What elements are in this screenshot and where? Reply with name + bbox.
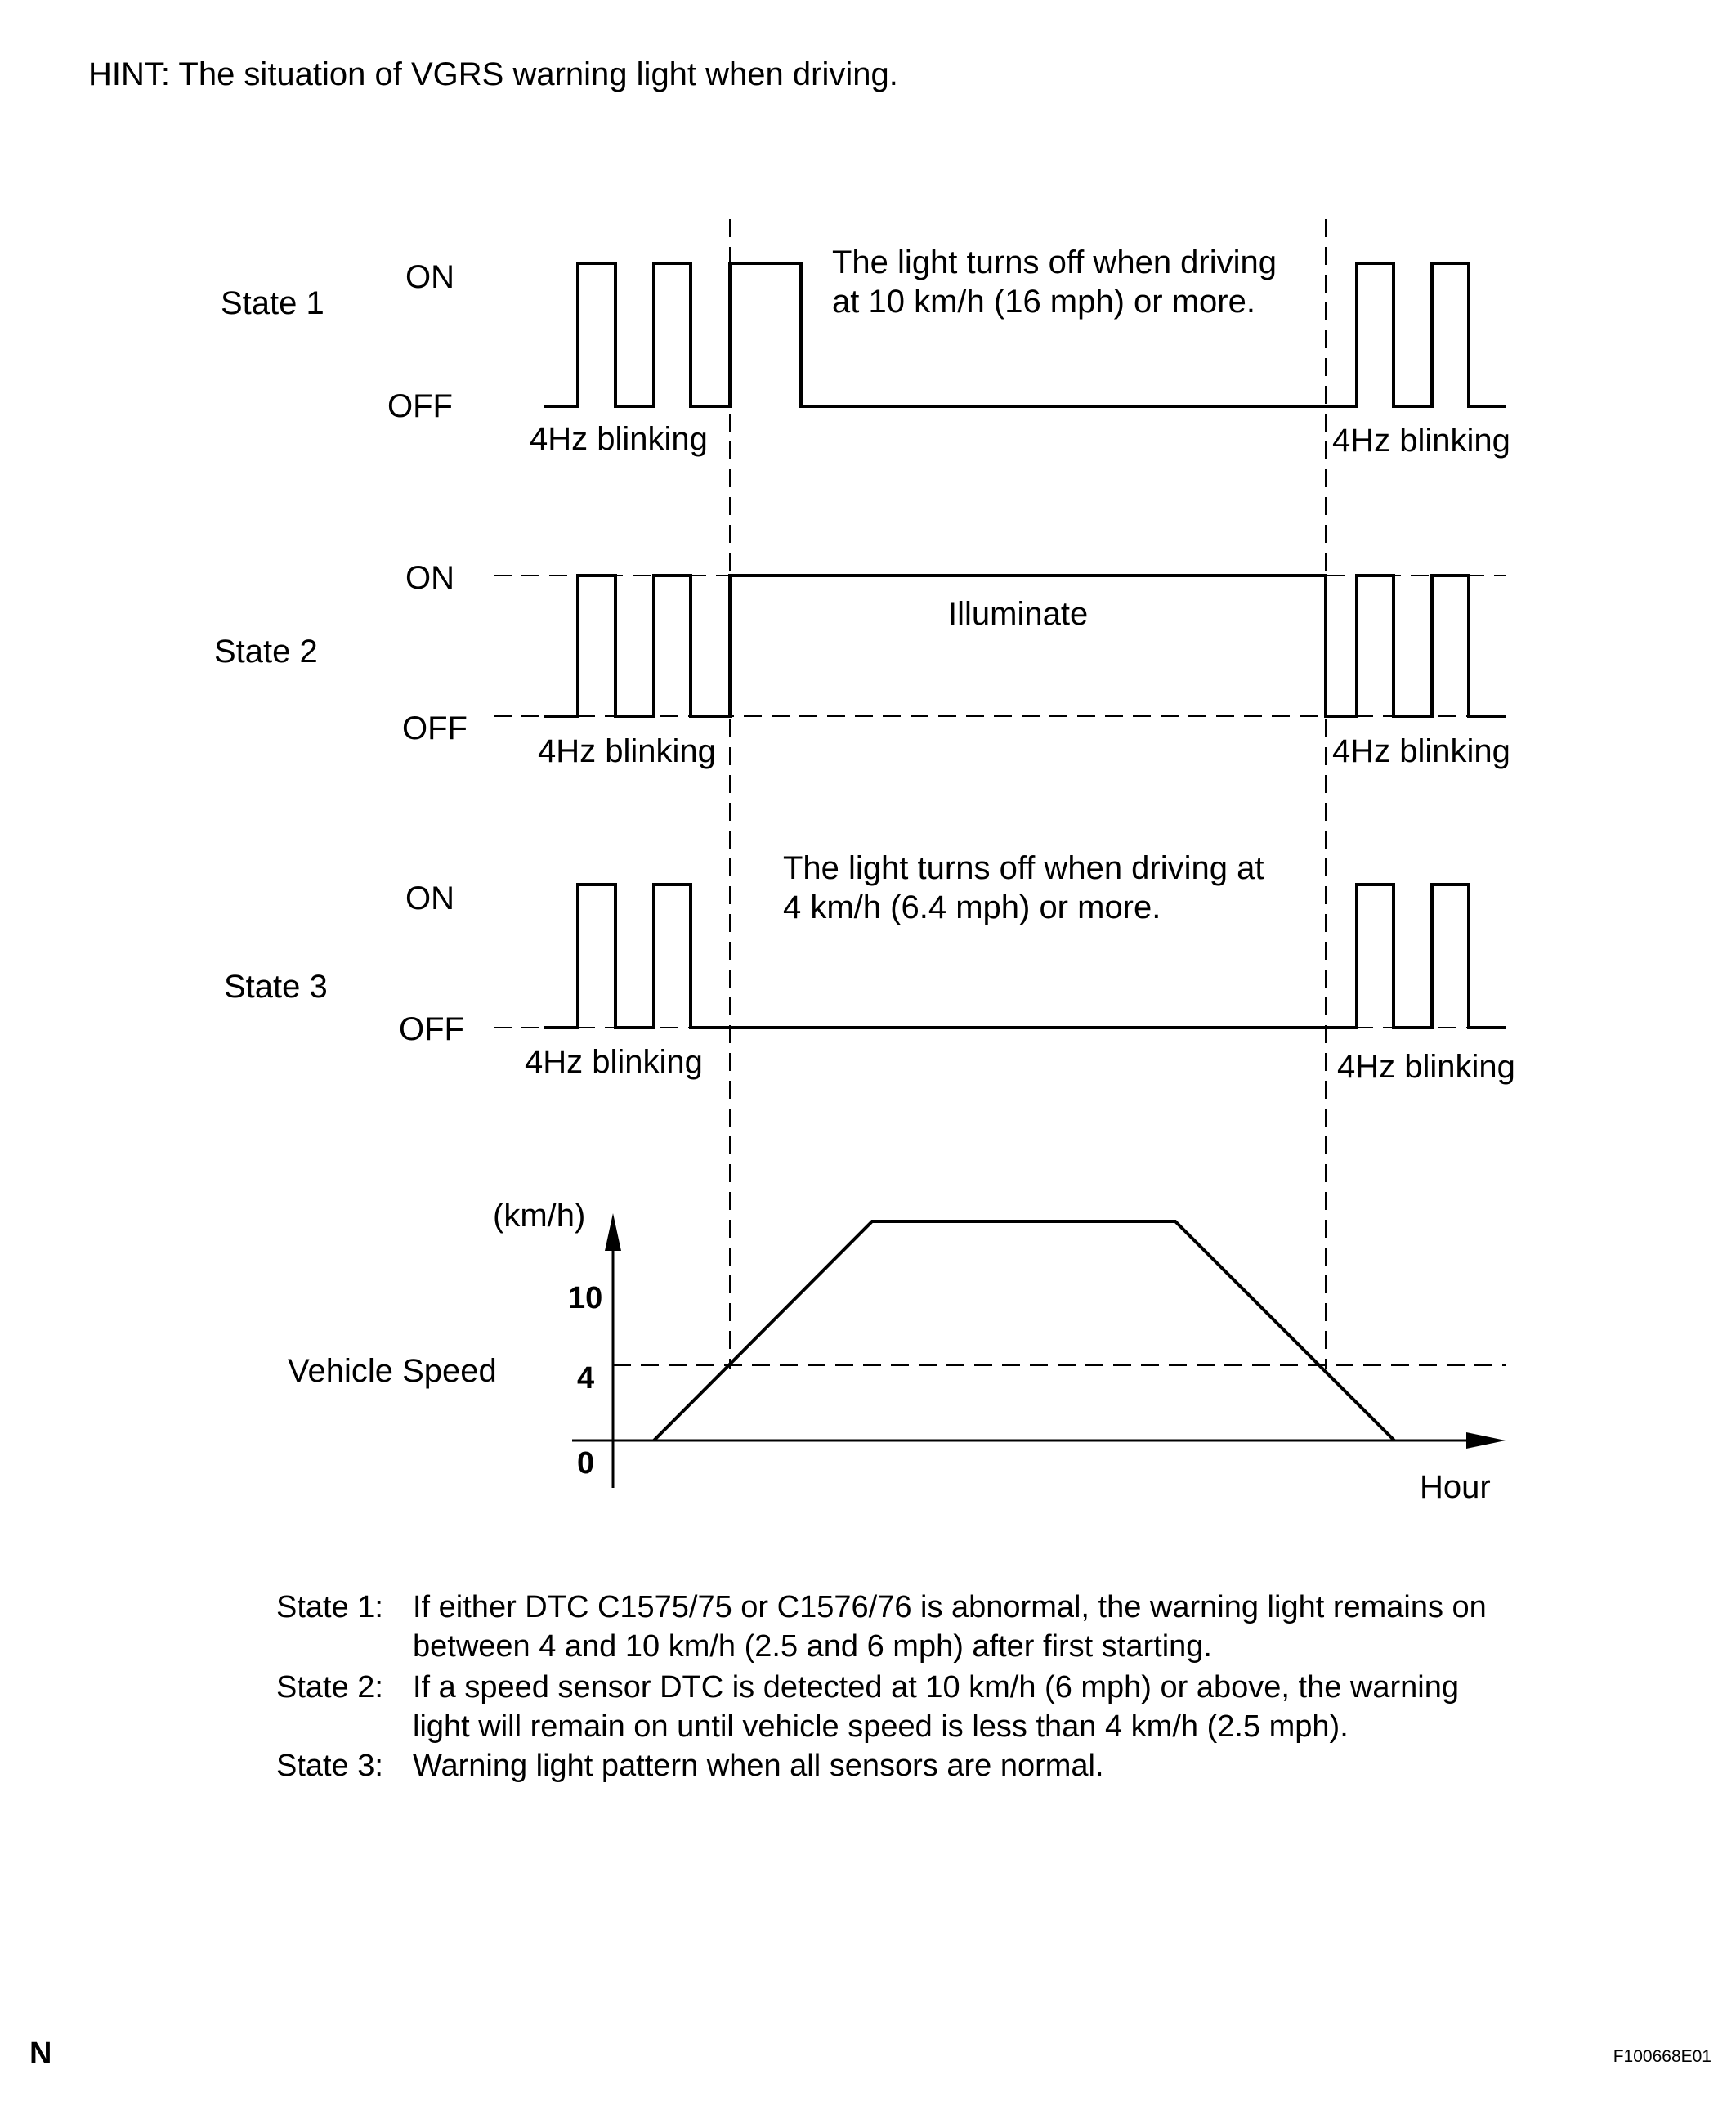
speed-y-axis-arrow: [605, 1213, 621, 1251]
note3-line1: Warning light pattern when all sensors are normal.: [413, 1749, 1104, 1783]
state3-blink-left: 4Hz blinking: [525, 1044, 703, 1080]
speed-unit-label: (km/h): [493, 1198, 586, 1234]
state2-note: Illuminate: [948, 596, 1089, 632]
speed-profile-line: [654, 1221, 1394, 1440]
state3-note-line1: The light turns off when driving at: [783, 850, 1264, 886]
figure-id: F100668E01: [1613, 2047, 1711, 2066]
speed-tick-4: 4: [577, 1361, 595, 1396]
speed-tick-0: 0: [577, 1446, 595, 1481]
speed-axis-label: Vehicle Speed: [288, 1353, 497, 1389]
speed-tick-10: 10: [568, 1281, 603, 1315]
state2-blink-left: 4Hz blinking: [538, 733, 716, 769]
state3-waveform-right: [1326, 885, 1506, 1028]
state1-on-label: ON: [405, 259, 454, 295]
note2-line2: light will remain on until vehicle speed is less than 4 km/h (2.5 mph).: [413, 1709, 1349, 1744]
state1-note-line1: The light turns off when driving: [832, 244, 1277, 280]
state3-note-line2: 4 km/h (6.4 mph) or more.: [783, 889, 1161, 925]
state2-blink-right: 4Hz blinking: [1332, 733, 1510, 769]
state1-blink-right: 4Hz blinking: [1332, 423, 1510, 459]
note3-label: State 3:: [276, 1749, 383, 1783]
state1-waveform-right: [1326, 263, 1506, 406]
state2-on-label: ON: [405, 560, 454, 596]
state3-off-label: OFF: [399, 1011, 464, 1047]
state1-blink-left: 4Hz blinking: [530, 421, 708, 457]
note1-line1: If either DTC C1575/75 or C1576/76 is abnormal, the warning light remains on: [413, 1590, 1487, 1624]
vehicle-speed-graph: [288, 1198, 1506, 1505]
state3-label: State 3: [224, 969, 328, 1005]
state3-blink-right: 4Hz blinking: [1337, 1049, 1515, 1085]
state2-label: State 2: [214, 634, 318, 670]
state3-on-label: ON: [405, 880, 454, 916]
hint-text: HINT: The situation of VGRS warning light when driving.: [88, 56, 898, 92]
state1-label: State 1: [221, 285, 324, 321]
state2-off-label: OFF: [402, 710, 468, 746]
time-axis-label: Hour: [1420, 1469, 1491, 1505]
state2-timing: [214, 560, 1510, 769]
state1-note-line2: at 10 km/h (16 mph) or more.: [832, 284, 1255, 320]
corner-mark: N: [29, 2036, 52, 2071]
time-x-axis-arrow: [1466, 1432, 1506, 1449]
note1-line2: between 4 and 10 km/h (2.5 and 6 mph) after first starting.: [413, 1629, 1212, 1664]
note2-line1: If a speed sensor DTC is detected at 10 km/h (6 mph) or above, the warning: [413, 1670, 1459, 1705]
note2-label: State 2:: [276, 1670, 383, 1705]
state-notes: [276, 1590, 1487, 1783]
state1-off-label: OFF: [387, 388, 453, 424]
state3-timing: [224, 850, 1515, 1085]
note1-label: State 1:: [276, 1590, 383, 1624]
state1-timing: [221, 244, 1510, 459]
